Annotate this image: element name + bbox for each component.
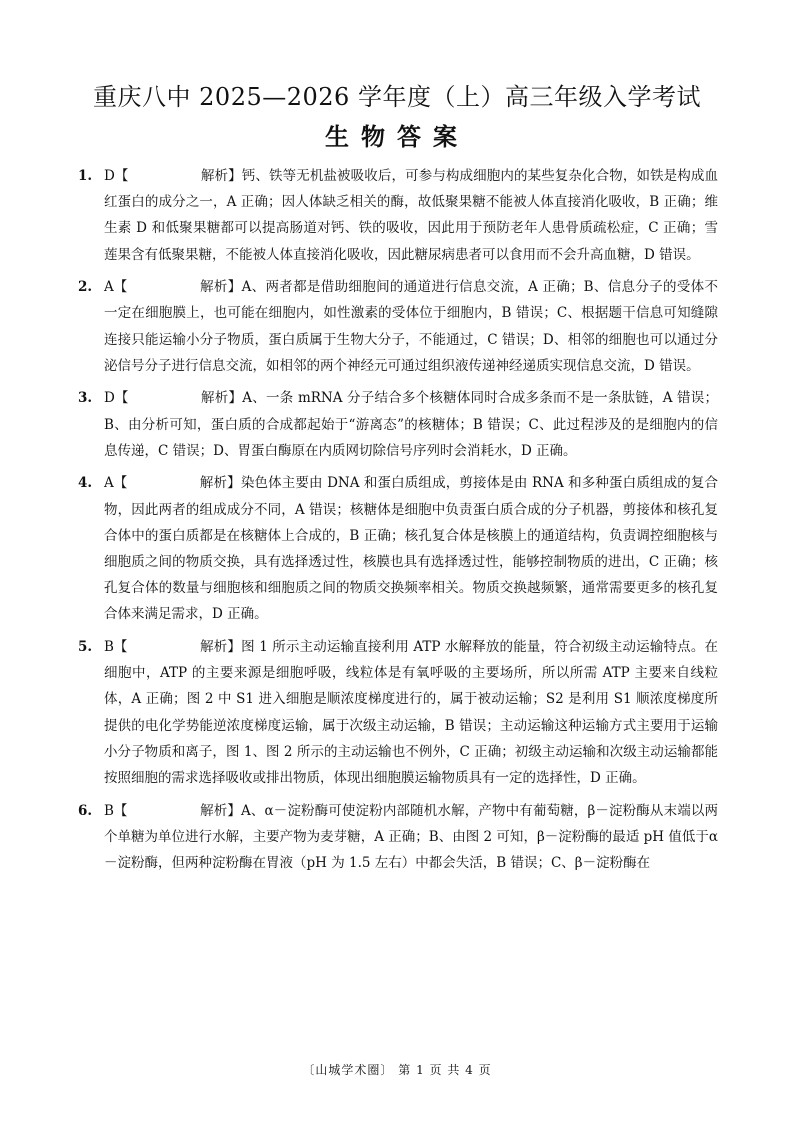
answer-paragraph <box>104 163 718 268</box>
question-number: 2. <box>78 279 93 296</box>
answer-letter: D <box>104 390 115 407</box>
analysis-text: 图 1 所示主动运输直接利用 ATP 水解释放的能量，符合初级主动运输特点。在细胞中，ATP 的主要来源是细胞呼吸，线粒体是有氧呼吸的主要场所，所以所需 ATP 主要来自线粒体，A 正确；图 2 中 S1 进入细胞是顺浓度梯度进行的，属于被动运输；S2 是利用 S1 顺浓度梯度所提供的电化学势能逆浓度梯度运输，属于次级主动运输，B 错误；主动运输这种运输方式主要用于运输小分子物质和离子，图 1、图 2 所示的主动运输也不例外，C 正确；初级主动运输和次级主动运输都能按照细胞的需求选择吸收或排出物质，体现出细胞膜运输物质具有一定的选择性，D 正确。 <box>104 639 718 787</box>
bracket-open: 【 <box>113 802 128 819</box>
answer-item <box>78 470 718 627</box>
answer-letter: A <box>104 475 114 492</box>
answer-letter: D <box>104 168 115 184</box>
answer-paragraph <box>104 798 718 877</box>
document-title: 重庆八中 2025—2026 学年度（上）高三年级入学考试 <box>93 83 701 111</box>
analysis-label: 解析】 <box>199 279 242 296</box>
footer-page-info: 第 1 页 共 4 页 <box>398 1063 492 1077</box>
answer-item <box>78 634 718 791</box>
analysis-text: 染色体主要由 DNA 和蛋白质组成，剪接体是由 RNA 和多种蛋白质组成的复合物，因此两者的组成成分不同，A 错误；核糖体是细胞中负责蛋白质合成的分子机器，剪接体和核孔复合体中的蛋白质都是在核糖体上合成的，B 正确；核孔复合体是核膜上的通道结构，负责调控细胞核与细胞质之间的物质交换，具有选择透过性，核膜也具有选择透过性，能够控制物质的进出，C 正确；核孔复合体的数量与细胞核和细胞质之间的物质交换频率相关。物质交换越频繁，通常需要更多的核孔复合体来满足需求，D 正确。 <box>104 475 719 623</box>
question-number: 5. <box>78 639 93 656</box>
analysis-label: 解析】 <box>199 639 242 656</box>
analysis-label: 解析】 <box>199 802 242 819</box>
answer-item <box>78 798 718 877</box>
analysis-label: 解析】 <box>199 475 241 492</box>
analysis-label: 解析】 <box>200 168 242 184</box>
bracket-open: 【 <box>114 390 129 407</box>
answer-item <box>78 385 718 464</box>
bracket-open: 【 <box>113 639 128 656</box>
answer-paragraph <box>104 385 718 464</box>
analysis-text: A、两者都是借助细胞间的通道进行信息交流，A 正确；B、信息分子的受体不一定在细胞膜上，也可能在细胞内，如性激素的受体位于细胞内，B 错误；C、根据题干信息可知缝隙连接只能运输小分子物质，蛋白质属于生物大分子，不能通过，C 错误；D、相邻的细胞也可以通过分泌信号分子进行信息交流，如相邻的两个神经元可通过组织液传递神经递质实现信息交流，D 错误。 <box>104 279 719 374</box>
bracket-open: 【 <box>113 475 128 492</box>
answer-item <box>78 274 718 379</box>
question-number: 1. <box>78 168 93 184</box>
answer-paragraph <box>104 634 718 791</box>
answer-letter: B <box>104 639 114 656</box>
question-number: 6. <box>78 802 93 819</box>
answer-item <box>78 163 718 268</box>
analysis-text: 钙、铁等无机盐被吸收后，可参与构成细胞内的某些复杂化合物，如铁是构成血红蛋白的成分之一，A 正确；因人体缺乏相关的酶，故低聚果糖不能被人体直接消化吸收，B 正确；维生素 D 和低聚果糖都可以提高肠道对钙、铁的吸收，因此用于预防老年人患骨质疏松症，C 正确；雪莲果含有低聚果糖，不能被人体直接消化吸收，因此糖尿病患者可以食用而不会升高血糖，D 错误。 <box>104 168 719 263</box>
question-number: 4. <box>78 475 93 492</box>
analysis-text: A、一条 mRNA 分子结合多个核糖体同时合成多条而不是一条肽链，A 错误；B、由分析可知，蛋白质的合成都起始于“游离态”的核糖体；B 错误；C、此过程涉及的是细胞内的信息传递，C 错误；D、胃蛋白酶原在内质网切除信号序列时会消耗水，D 正确。 <box>104 390 718 459</box>
question-number: 3. <box>78 390 93 407</box>
analysis-text: A、α－淀粉酶可使淀粉内部随机水解，产物中有葡萄糖，β－淀粉酶从末端以两个单糖为单位进行水解，主要产物为麦芽糖，A 正确；B、由图 2 可知，β－淀粉酶的最适 pH 值低于α－淀粉酶，但两种淀粉酶在胃液（pH 为 1.5 左右）中都会失活，B 错误；C、β－淀粉酶在 <box>104 802 719 872</box>
answer-letter: A <box>104 279 114 296</box>
page-footer <box>0 1062 794 1078</box>
bracket-open: 【 <box>114 168 129 184</box>
answer-letter: B <box>104 802 114 819</box>
document-subtitle: 生物答案 <box>325 122 469 151</box>
bracket-open: 【 <box>113 279 128 296</box>
answer-list <box>78 163 718 883</box>
answer-paragraph <box>104 274 718 379</box>
footer-source: 〔山城学术圈〕 <box>302 1063 394 1077</box>
answer-paragraph <box>104 470 718 627</box>
analysis-label: 解析】 <box>200 390 243 407</box>
